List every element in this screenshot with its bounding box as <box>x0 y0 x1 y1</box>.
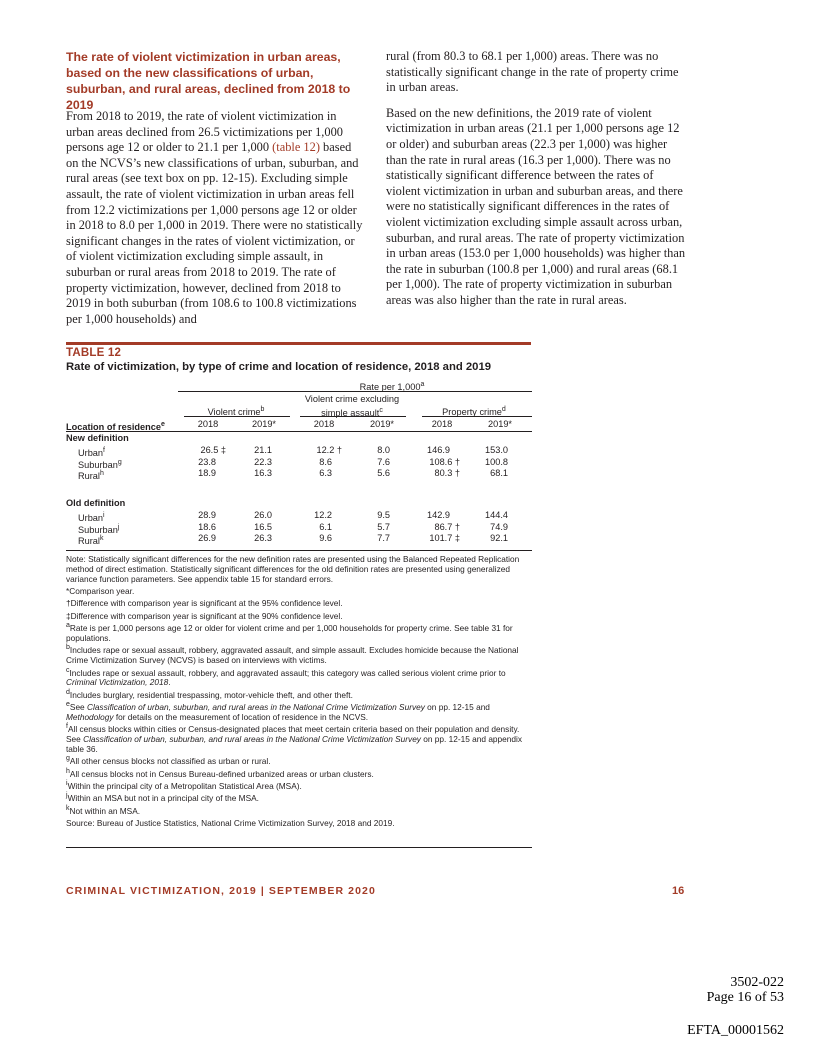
table-cell: 12.2 † <box>316 445 342 455</box>
section-heading: The rate of violent victimization in urban areas, based on the new classifications of urban, suburban, and rural areas, declined from 2018 to 2019 <box>66 50 351 112</box>
note: ‡Difference with comparison year is significant at the 90% confidence level. <box>66 610 343 621</box>
table-cell: 101.7 ‡ <box>429 533 460 544</box>
table-cell: 9.5 <box>377 510 390 520</box>
note: †Difference with comparison year is significant at the 95% confidence level. <box>66 598 343 609</box>
location-header: Location of residence$^e$ <box>66 421 165 433</box>
table-cell: 92.1 <box>490 533 508 544</box>
note: $^g$All other census blocks not classified as urban or rural. <box>66 755 271 767</box>
paragraph <box>66 109 366 327</box>
table-cell: 100.8 <box>485 456 508 467</box>
table-cell: 21.1 <box>254 445 272 455</box>
rate-header: Rate per 1,000$^a$ <box>359 381 425 393</box>
row-label: Rural$^k$ <box>78 535 104 547</box>
year-header: 2018 <box>431 419 453 429</box>
note: $^a$Rate is per 1,000 persons age 12 or older for violent crime and per 1,000 households for property crime. See table 31 for populations. <box>66 622 513 643</box>
table-cell: 146.9 <box>427 445 450 455</box>
table-cell: 86.7 † <box>434 521 460 532</box>
note: $^b$Includes rape or sexual assault, robbery, aggravated assault, and simple assault. Excludes homicide because the National Crime Victimization Survey (NCVS) is based on interviews with victims. <box>66 644 519 666</box>
header-rule <box>178 391 532 392</box>
table-label: TABLE 12 <box>66 347 122 359</box>
table-notes <box>66 555 532 832</box>
table-cell: 7.6 <box>377 456 390 467</box>
running-footer: CRIMINAL VICTIMIZATION, 2019 | SEPTEMBER 2020 <box>66 885 376 897</box>
group-header-violent: Violent crime$^b$ <box>207 406 265 418</box>
group-label-new: New definition <box>66 433 129 443</box>
table-cell: 22.3 <box>254 456 272 467</box>
table-bottom-rule <box>66 550 532 551</box>
table-cell: 5.6 <box>377 468 390 479</box>
note: $^k$Not within an MSA. <box>66 805 141 816</box>
group-header-property: Property crime$^d$ <box>442 406 506 418</box>
table-cell: 68.1 <box>490 468 508 479</box>
table-cell: 28.9 <box>198 510 216 520</box>
table-cell: 18.6 <box>198 521 216 532</box>
note: $^d$Includes burglary, residential trespassing, motor-vehicle theft, and other theft. <box>66 688 353 700</box>
text: From 2018 to 2019, the rate of violent victimization in urban areas declined from 26.5 victimizations per 1,000 persons age 12 or older to 21.1 per 1,000 <box>66 109 343 155</box>
table-cell: 18.9 <box>198 468 216 479</box>
table-title: Rate of victimization, by type of crime and location of residence, 2018 and 2019 <box>66 361 492 373</box>
year-header: 2019* <box>251 419 276 429</box>
table-cell: 8.0 <box>377 445 390 455</box>
row-label: Suburban$^g$ <box>78 458 122 470</box>
table-cell: 26.9 <box>198 533 216 544</box>
note: $^c$Includes rape or sexual assault, robbery, and aggravated assault; this category was called serious violent crime prior to Criminal Victimization, 2018. <box>66 666 506 688</box>
group-label-old: Old definition <box>66 498 126 508</box>
table-cell: 6.3 <box>319 468 332 479</box>
table-cell: 80.3 † <box>434 468 460 479</box>
table-cell: 6.1 <box>319 521 332 532</box>
text: based on the NCVS’s new classifications of urban, suburban, and rural areas (see text box on pp. 12-15). Excluding simple assault, the rate of violent victimization in urban areas fell from 12.2 victimizations per 1,000 persons age 12 or older in 2018 to 8.0 per 1,000 in 2019. There were no statistically significant changes in the rates of violent victimization, or of violent victimization excluding simple assault, in suburban or rural areas from 2018 to 2019. The rate of property victimization, however, declined from 2018 to 2019 in both suburban (from 108.6 to 100.8 victimizations per 1,000 households) and <box>66 140 363 326</box>
year-header: 2018 <box>313 419 335 429</box>
table-cell: 144.4 <box>485 510 508 520</box>
table-rule <box>66 342 531 345</box>
note: $^h$All census blocks not in Census Bureau-defined urbanized areas or urban clusters. <box>66 767 374 779</box>
table-cell: 153.0 <box>485 445 508 455</box>
note: $^j$Within an MSA but not in a principal city of the MSA. <box>66 792 259 804</box>
table-cell: 7.7 <box>377 533 390 544</box>
table-cell: 8.6 <box>319 456 332 467</box>
data-table <box>66 379 532 554</box>
table-cell: 16.3 <box>254 468 272 479</box>
paragraph: Based on the new definitions, the 2019 rate of violent victimization in urban areas (21.1 per 1,000 persons age 12 or older) and suburban areas (22.3 per 1,000) was higher than the rate in rural areas (16.3 per 1,000). There was no statistically significant difference between the rates of violent victimization in urban and suburban areas, and there were no statistically significant differences in the rates of violent victimization excluding simple assault across urban, suburban, and rural areas. The rate of property victimization in urban areas (153.0 per 1,000 households) was higher than the rate in suburban (100.8 per 1,000) and rural areas (68.1 per 1,000). The rate of property victimization in suburban areas was also higher than the rate in rural areas. <box>386 105 686 307</box>
body-column-left <box>66 109 366 327</box>
group-rule <box>184 416 290 417</box>
group-rule <box>422 416 532 417</box>
source-note: Source: Bureau of Justice Statistics, National Crime Victimization Survey, 2018 and 2019. <box>66 818 395 829</box>
table-cell: 23.8 <box>198 456 216 467</box>
note: Note: Statistically significant differences for the new definition rates are presented using the Balanced Repeated Replication method of direct estimation. Statistically significant differences for the old definition rates are presented using generalized variance function parameters. See appendix table 15 for standard errors. <box>66 554 520 584</box>
header-bottom-rule <box>66 431 532 432</box>
table-cell: 5.7 <box>377 521 390 532</box>
table-cell: 26.3 <box>254 533 272 544</box>
exhibit-number: 3502-022 <box>730 975 784 990</box>
document-id: EFTA_00001562 <box>687 1023 784 1038</box>
table-cell: 9.6 <box>319 533 332 544</box>
table-cell: 16.5 <box>254 521 272 532</box>
row-label: Rural$^h$ <box>78 470 104 482</box>
table-cell: 26.0 <box>254 510 272 520</box>
note: $^i$Within the principal city of a Metropolitan Statistical Area (MSA). <box>66 780 302 792</box>
paragraph: rural (from 80.3 to 68.1 per 1,000) areas. There was no statistically significant change in the rate of property crime in urban areas. <box>386 49 679 95</box>
row-label: Urban$^i$ <box>78 512 105 524</box>
row-label: Urban$^f$ <box>78 447 105 459</box>
note: *Comparison year. <box>66 585 135 596</box>
year-header: 2019* <box>369 419 394 429</box>
notes-bottom-rule <box>66 847 532 848</box>
group-rule <box>300 416 406 417</box>
table-cell: 12.2 <box>314 510 332 520</box>
table-cell: 74.9 <box>490 521 508 532</box>
group-header-violent-excl: Violent crime excluding simple assault$^c$ <box>304 394 400 419</box>
note: $^f$All census blocks within cities or Census-designated places that meet certain criteria based on their population and density. See Classification of urban, suburban, and rural areas in the National Crime Victimization Survey on pp. 12-15 and appendix table 36. <box>66 723 522 754</box>
year-header: 2018 <box>197 419 219 429</box>
note: $^e$See Classification of urban, suburban, and rural areas in the National Crime Victimization Survey on pp. 12-15 and Methodology for details on the measurement of location of residence in the NCVS. <box>66 701 490 722</box>
year-header: 2019* <box>487 419 512 429</box>
table-cell: 142.9 <box>427 510 450 520</box>
table-link[interactable]: (table 12) <box>272 140 320 155</box>
exhibit-page: Page 16 of 53 <box>706 990 784 1005</box>
row-label: Suburban$^j$ <box>78 523 120 535</box>
table-cell: 108.6 † <box>429 456 460 467</box>
body-column-right <box>386 49 686 309</box>
table-cell: 26.5 ‡ <box>200 445 226 455</box>
page-number: 16 <box>672 885 685 897</box>
